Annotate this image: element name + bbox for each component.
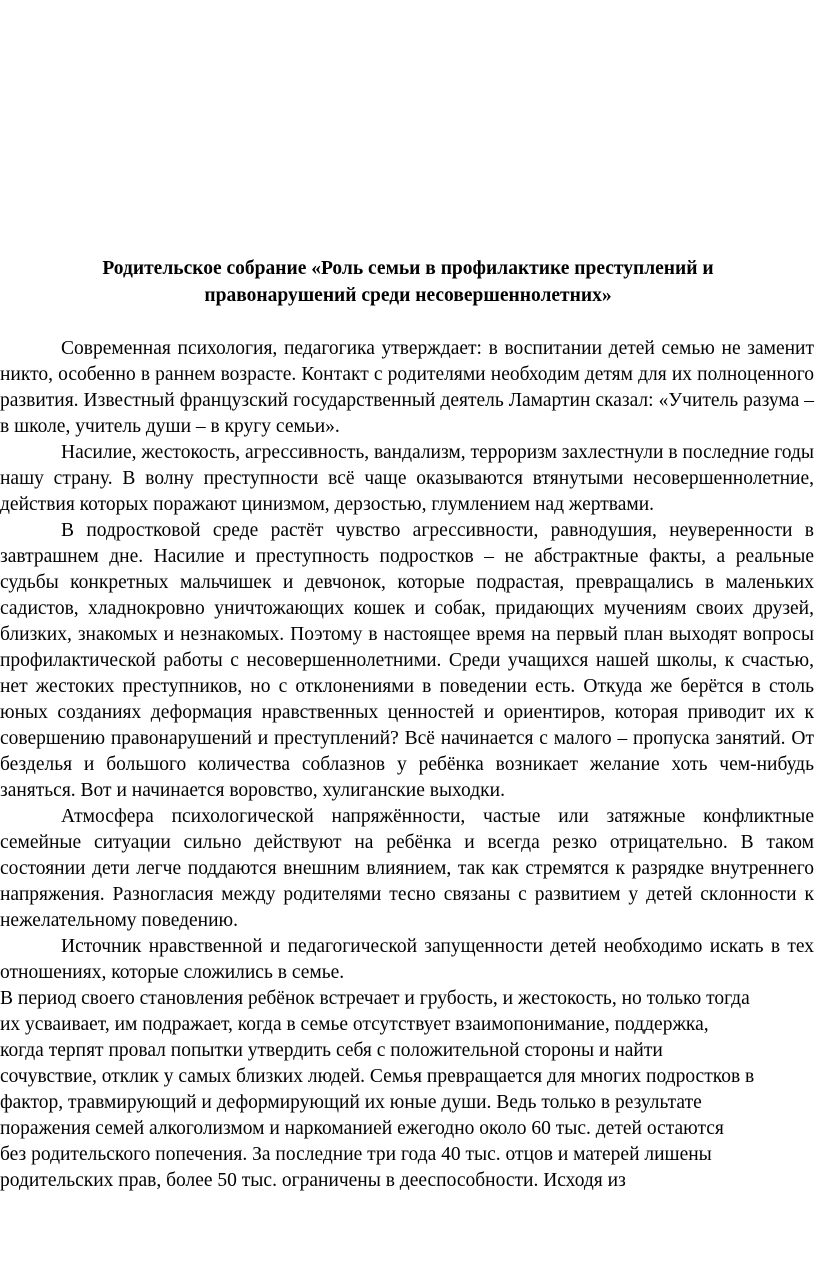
document-title: [0, 255, 816, 309]
text-line: когда терпят провал попытки утвердить себя с положительной стороны и найти: [0, 1040, 663, 1061]
text-line: фактор, травмирующий и деформирующий их юные души. Ведь только в результате: [0, 1092, 702, 1113]
paragraph-4: Атмосфера психологической напряжённости, частые или затяжные конфликтные семейные ситуации сильно действуют на ребёнка и всегда резко отрицательно. В таком состоянии дети легче поддаются внешним влиянием, так как стремятся к разрядке внутреннего напряжения. Разногласия между родителями тесно связаны с развитием у детей склонности к нежелательному поведению.: [0, 806, 814, 931]
document-body: [0, 336, 814, 1194]
text-line: В период своего становления ребёнок встречает и грубость, и жестокость, но только тогда: [0, 988, 750, 1009]
paragraph-5: Источник нравственной и педагогической запущенности детей необходимо искать в тех отношениях, которые сложились в семье.: [0, 936, 814, 983]
text-line: без родительского попечения. За последние три года 40 тыс. отцов и матерей лишены: [0, 1144, 712, 1165]
text-line: их усваивает, им подражает, когда в семье отсутствует взаимопонимание, поддержка,: [0, 1014, 709, 1035]
text-line: поражения семей алкоголизмом и наркоманией ежегодно около 60 тыс. детей остаются: [0, 1118, 724, 1139]
paragraph-1: Современная психология, педагогика утверждает: в воспитании детей семью не заменит никто, особенно в раннем возрасте. Контакт с родителями необходим детям для их полноценного развития. Известный французский государственный деятель Ламартин сказал: «Учитель разума – в школе, учитель души – в кругу семьи».: [0, 338, 814, 437]
text-line: сочувствие, отклик у самых близких людей. Семья превращается для многих подростков в: [0, 1066, 755, 1087]
paragraph-3: В подростковой среде растёт чувство агрессивности, равнодушия, неуверенности в завтрашнем дне. Насилие и преступность подростков – не абстрактные факты, а реальные судьбы конкретных мальчишек и девчонок, которые подрастая, превращались в маленьких садистов, хладнокровно уничтожающих кошек и собак, придающих мучениям своих друзей, близких, знакомых и незнакомых. Поэтому в настоящее время на первый план выходят вопросы профилактической работы с несовершеннолетними. Среди учащихся нашей школы, к счастью, нет жестоких преступников, но с отклонениями в поведении есть. Откуда же берётся в столь юных созданиях деформация нравственных ценностей и ориентиров, которая приводит их к совершению правонарушений и преступлений? Всё начинается с малого – пропуска занятий. От безделья и большого количества соблазнов у ребёнка возникает желание хоть чем-нибудь заняться. Вот и начинается воровство, хулиганские выходки.: [0, 520, 814, 801]
paragraph-2: Насилие, жестокость, агрессивность, вандализм, терроризм захлестнули в последние годы нашу страну. В волну преступности всё чаще оказываются втянутыми несовершеннолетние, действия которых поражают цинизмом, дерзостью, глумлением над жертвами.: [0, 442, 814, 515]
title-line-2: правонарушений среди несовершеннолетних»: [204, 285, 612, 306]
paragraph-6: [0, 986, 814, 1194]
text-line: родительских прав, более 50 тыс. ограничены в дееспособности. Исходя из: [0, 1170, 626, 1191]
title-line-1: Родительское собрание «Роль семьи в профилактике преступлений и: [102, 258, 714, 279]
